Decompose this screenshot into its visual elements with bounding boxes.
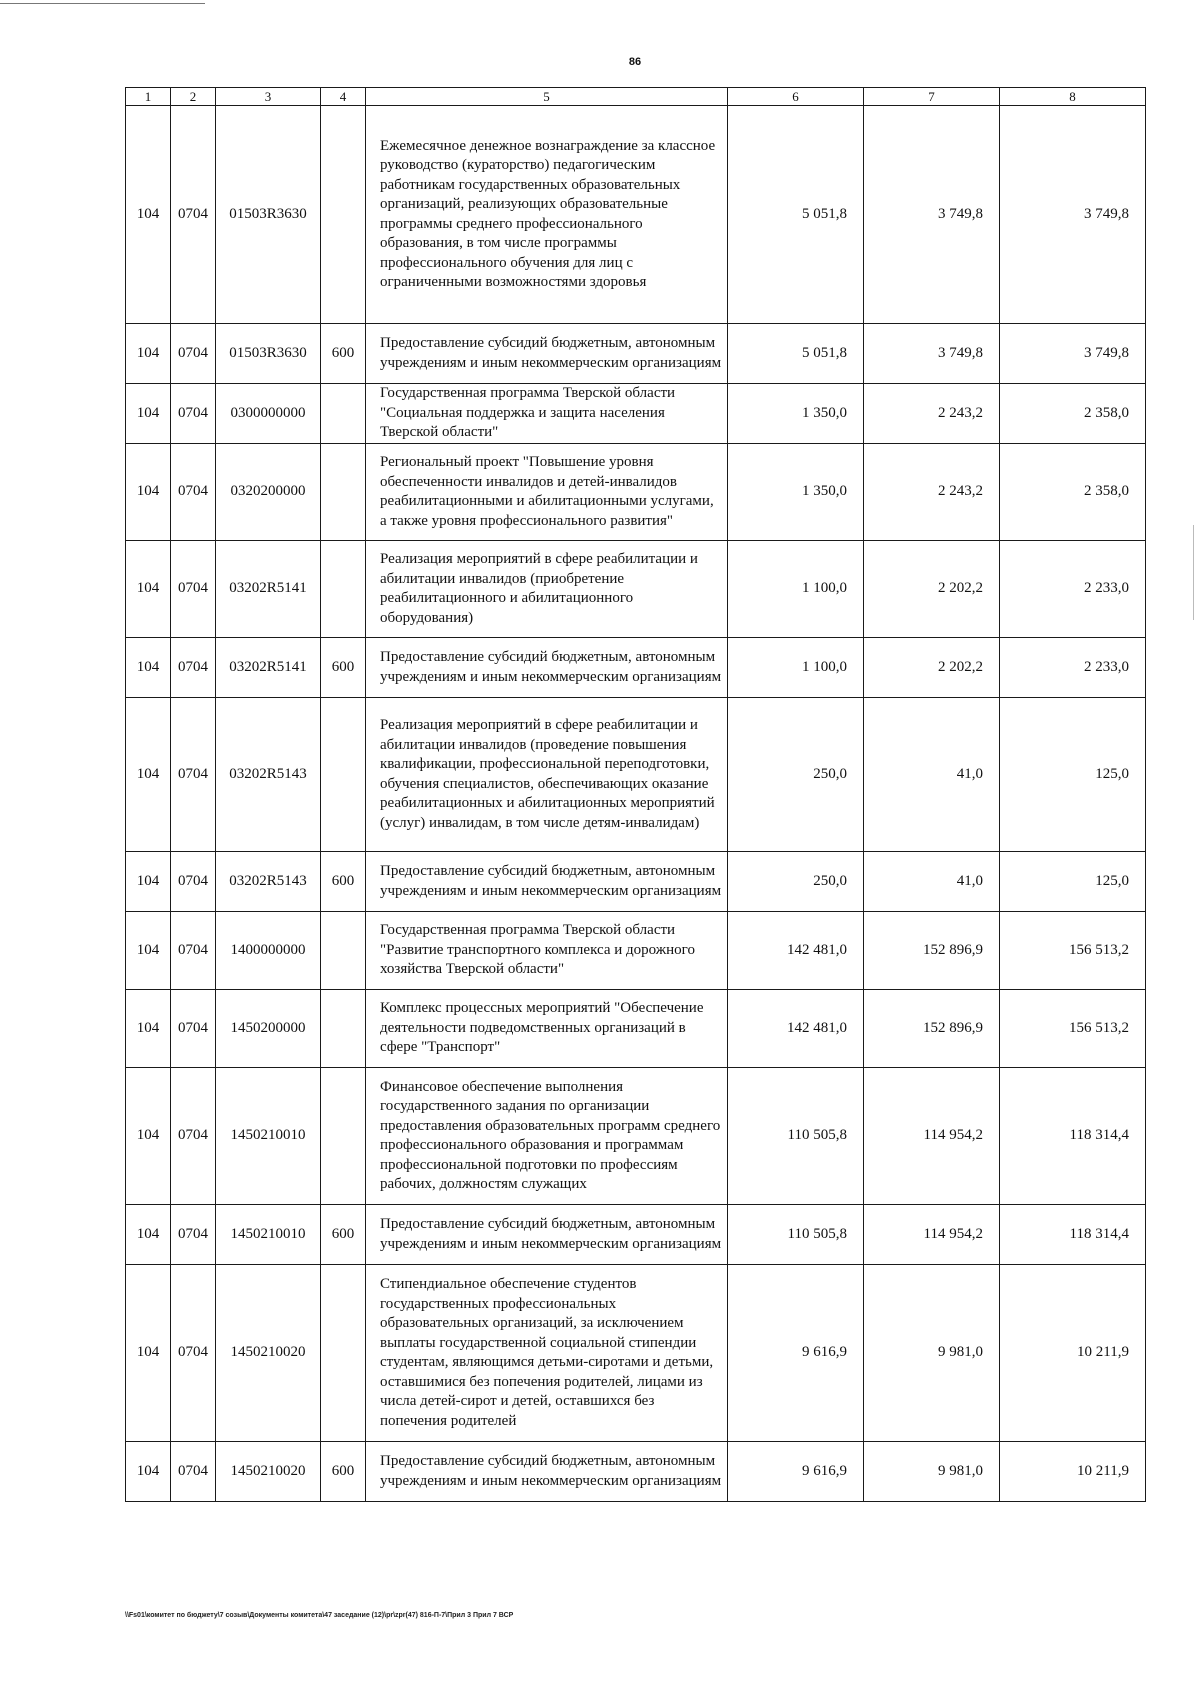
table-row bbox=[126, 852, 1146, 912]
cell-c4 bbox=[321, 384, 366, 444]
cell-c3: 0300000000 bbox=[216, 384, 321, 444]
cell-v8: 125,0 bbox=[1000, 852, 1146, 912]
cell-v7: 3 749,8 bbox=[864, 324, 1000, 384]
cell-c4 bbox=[321, 990, 366, 1068]
row-description: Предоставление субсидий бюджетным, автономным учреждениям и иным некоммерческим организациям bbox=[366, 324, 728, 384]
cell-v7: 152 896,9 bbox=[864, 912, 1000, 990]
table-row bbox=[126, 1205, 1146, 1265]
cell-c3: 1450200000 bbox=[216, 990, 321, 1068]
cell-v7: 9 981,0 bbox=[864, 1265, 1000, 1442]
cell-c4 bbox=[321, 912, 366, 990]
cell-v6: 110 505,8 bbox=[728, 1068, 864, 1205]
cell-v7: 41,0 bbox=[864, 852, 1000, 912]
cell-v8: 156 513,2 bbox=[1000, 990, 1146, 1068]
cell-c1: 104 bbox=[126, 384, 171, 444]
table-row bbox=[126, 1265, 1146, 1442]
cell-c4: 600 bbox=[321, 638, 366, 698]
cell-v7: 2 202,2 bbox=[864, 638, 1000, 698]
column-header: 4 bbox=[321, 88, 366, 106]
row-description: Реализация мероприятий в сфере реабилитации и абилитации инвалидов (приобретение реабилитационного и абилитационного оборудования) bbox=[366, 541, 728, 638]
cell-c3: 01503R3630 bbox=[216, 324, 321, 384]
cell-c3: 1400000000 bbox=[216, 912, 321, 990]
cell-v6: 9 616,9 bbox=[728, 1442, 864, 1502]
cell-c4: 600 bbox=[321, 1205, 366, 1265]
cell-v8: 3 749,8 bbox=[1000, 106, 1146, 324]
table-row bbox=[126, 541, 1146, 638]
table-body bbox=[126, 106, 1146, 1502]
cell-c1: 104 bbox=[126, 444, 171, 541]
cell-c2: 0704 bbox=[171, 384, 216, 444]
cell-v6: 9 616,9 bbox=[728, 1265, 864, 1442]
cell-c4 bbox=[321, 1265, 366, 1442]
column-header: 1 bbox=[126, 88, 171, 106]
cell-v8: 2 358,0 bbox=[1000, 384, 1146, 444]
cell-v6: 1 350,0 bbox=[728, 384, 864, 444]
cell-c3: 0320200000 bbox=[216, 444, 321, 541]
row-description: Предоставление субсидий бюджетным, автономным учреждениям и иным некоммерческим организациям bbox=[366, 852, 728, 912]
cell-v8: 2 233,0 bbox=[1000, 638, 1146, 698]
cell-c3: 03202R5141 bbox=[216, 638, 321, 698]
cell-c1: 104 bbox=[126, 324, 171, 384]
cell-c3: 03202R5141 bbox=[216, 541, 321, 638]
cell-c2: 0704 bbox=[171, 912, 216, 990]
cell-v6: 1 350,0 bbox=[728, 444, 864, 541]
cell-c1: 104 bbox=[126, 698, 171, 852]
cell-c1: 104 bbox=[126, 1265, 171, 1442]
cell-v8: 156 513,2 bbox=[1000, 912, 1146, 990]
row-description: Государственная программа Тверской области "Развитие транспортного комплекса и дорожного хозяйства Тверской области" bbox=[366, 912, 728, 990]
column-header: 5 bbox=[366, 88, 728, 106]
cell-v8: 2 358,0 bbox=[1000, 444, 1146, 541]
cell-c4 bbox=[321, 541, 366, 638]
row-description: Предоставление субсидий бюджетным, автономным учреждениям и иным некоммерческим организациям bbox=[366, 1442, 728, 1502]
table-row bbox=[126, 638, 1146, 698]
row-description: Реализация мероприятий в сфере реабилитации и абилитации инвалидов (проведение повышения квалификации, профессиональной переподготовки, обучения специалистов, обеспечивающих оказание реабилитационных и абилитационных мероприятий (услуг) инвалидам, в том числе детям-инвалидам) bbox=[366, 698, 728, 852]
column-header: 2 bbox=[171, 88, 216, 106]
cell-v8: 10 211,9 bbox=[1000, 1442, 1146, 1502]
cell-c4 bbox=[321, 444, 366, 541]
cell-v6: 250,0 bbox=[728, 698, 864, 852]
cell-c2: 0704 bbox=[171, 444, 216, 541]
cell-c1: 104 bbox=[126, 852, 171, 912]
row-description: Государственная программа Тверской области "Социальная поддержка и защита населения Тверской области" bbox=[366, 384, 728, 444]
cell-v8: 10 211,9 bbox=[1000, 1265, 1146, 1442]
cell-c1: 104 bbox=[126, 912, 171, 990]
column-header: 6 bbox=[728, 88, 864, 106]
top-rule bbox=[0, 3, 205, 4]
table-row bbox=[126, 384, 1146, 444]
page-number: 86 bbox=[628, 56, 642, 68]
cell-c2: 0704 bbox=[171, 106, 216, 324]
budget-table bbox=[125, 87, 1146, 1502]
cell-c1: 104 bbox=[126, 638, 171, 698]
cell-c2: 0704 bbox=[171, 1205, 216, 1265]
cell-c1: 104 bbox=[126, 1068, 171, 1205]
cell-c2: 0704 bbox=[171, 638, 216, 698]
cell-c1: 104 bbox=[126, 1205, 171, 1265]
cell-c2: 0704 bbox=[171, 990, 216, 1068]
column-number-row bbox=[126, 88, 1146, 106]
cell-c2: 0704 bbox=[171, 698, 216, 852]
cell-v6: 110 505,8 bbox=[728, 1205, 864, 1265]
table-row bbox=[126, 698, 1146, 852]
table-row bbox=[126, 106, 1146, 324]
row-description: Региональный проект "Повышение уровня обеспеченности инвалидов и детей-инвалидов реабилитационными и абилитационными услугами, а также уровня профессионального развития" bbox=[366, 444, 728, 541]
cell-v7: 152 896,9 bbox=[864, 990, 1000, 1068]
row-description: Стипендиальное обеспечение студентов государственных профессиональных образовательных организаций, за исключением выплаты государственной социальной стипендии студентам, являющимся детьми-сиротами и детьми, оставшимися без попечения родителей, лицами из числа детей-сирот и детей, оставшихся без попечения родителей bbox=[366, 1265, 728, 1442]
column-header: 8 bbox=[1000, 88, 1146, 106]
table-row bbox=[126, 444, 1146, 541]
cell-c4: 600 bbox=[321, 852, 366, 912]
table-row bbox=[126, 324, 1146, 384]
table-row bbox=[126, 990, 1146, 1068]
column-header: 7 bbox=[864, 88, 1000, 106]
cell-c1: 104 bbox=[126, 106, 171, 324]
cell-c2: 0704 bbox=[171, 852, 216, 912]
cell-c4: 600 bbox=[321, 324, 366, 384]
cell-c4 bbox=[321, 1068, 366, 1205]
table-row bbox=[126, 1068, 1146, 1205]
row-description: Финансовое обеспечение выполнения государственного задания по организации предоставления образовательных программ среднего профессионального образования и программам профессиональной подготовки по профессиям рабочих, должностям служащих bbox=[366, 1068, 728, 1205]
cell-c2: 0704 bbox=[171, 1442, 216, 1502]
cell-c4: 600 bbox=[321, 1442, 366, 1502]
row-description: Комплекс процессных мероприятий "Обеспечение деятельности подведомственных организаций в сфере "Транспорт" bbox=[366, 990, 728, 1068]
cell-c2: 0704 bbox=[171, 324, 216, 384]
cell-c2: 0704 bbox=[171, 541, 216, 638]
cell-v8: 125,0 bbox=[1000, 698, 1146, 852]
cell-v7: 114 954,2 bbox=[864, 1068, 1000, 1205]
cell-v6: 142 481,0 bbox=[728, 990, 864, 1068]
cell-c3: 03202R5143 bbox=[216, 698, 321, 852]
cell-v8: 118 314,4 bbox=[1000, 1205, 1146, 1265]
cell-c1: 104 bbox=[126, 990, 171, 1068]
cell-v8: 3 749,8 bbox=[1000, 324, 1146, 384]
row-description: Предоставление субсидий бюджетным, автономным учреждениям и иным некоммерческим организациям bbox=[366, 1205, 728, 1265]
cell-c3: 1450210010 bbox=[216, 1205, 321, 1265]
cell-v7: 3 749,8 bbox=[864, 106, 1000, 324]
margin-mark bbox=[1193, 525, 1194, 620]
cell-c2: 0704 bbox=[171, 1265, 216, 1442]
cell-v7: 41,0 bbox=[864, 698, 1000, 852]
cell-v7: 2 243,2 bbox=[864, 384, 1000, 444]
cell-c3: 01503R3630 bbox=[216, 106, 321, 324]
cell-c1: 104 bbox=[126, 1442, 171, 1502]
cell-v7: 114 954,2 bbox=[864, 1205, 1000, 1265]
footer-path: \\Fs01\комитет по бюджету\7 созыв\Документы комитета\47 заседание (12)\pr\zpr(47) 816-П-7\Прил 3 Прил 7 ВСР bbox=[125, 1612, 514, 1619]
cell-c4 bbox=[321, 698, 366, 852]
table-row bbox=[126, 912, 1146, 990]
column-header: 3 bbox=[216, 88, 321, 106]
cell-v7: 9 981,0 bbox=[864, 1442, 1000, 1502]
table-row bbox=[126, 1442, 1146, 1502]
cell-v7: 2 202,2 bbox=[864, 541, 1000, 638]
cell-c3: 1450210010 bbox=[216, 1068, 321, 1205]
row-description: Ежемесячное денежное вознаграждение за классное руководство (кураторство) педагогическим работникам государственных образовательных организаций, реализующих образовательные программы среднего профессионального образования, в том числе программы профессионального обучения для лиц с ограниченными возможностями здоровья bbox=[366, 106, 728, 324]
row-description: Предоставление субсидий бюджетным, автономным учреждениям и иным некоммерческим организациям bbox=[366, 638, 728, 698]
cell-c2: 0704 bbox=[171, 1068, 216, 1205]
cell-v8: 2 233,0 bbox=[1000, 541, 1146, 638]
cell-v6: 1 100,0 bbox=[728, 541, 864, 638]
cell-c3: 1450210020 bbox=[216, 1265, 321, 1442]
cell-v8: 118 314,4 bbox=[1000, 1068, 1146, 1205]
cell-v6: 1 100,0 bbox=[728, 638, 864, 698]
cell-v6: 5 051,8 bbox=[728, 106, 864, 324]
cell-v6: 250,0 bbox=[728, 852, 864, 912]
cell-c3: 03202R5143 bbox=[216, 852, 321, 912]
cell-c3: 1450210020 bbox=[216, 1442, 321, 1502]
cell-v6: 5 051,8 bbox=[728, 324, 864, 384]
cell-v6: 142 481,0 bbox=[728, 912, 864, 990]
cell-c1: 104 bbox=[126, 541, 171, 638]
cell-v7: 2 243,2 bbox=[864, 444, 1000, 541]
cell-c4 bbox=[321, 106, 366, 324]
